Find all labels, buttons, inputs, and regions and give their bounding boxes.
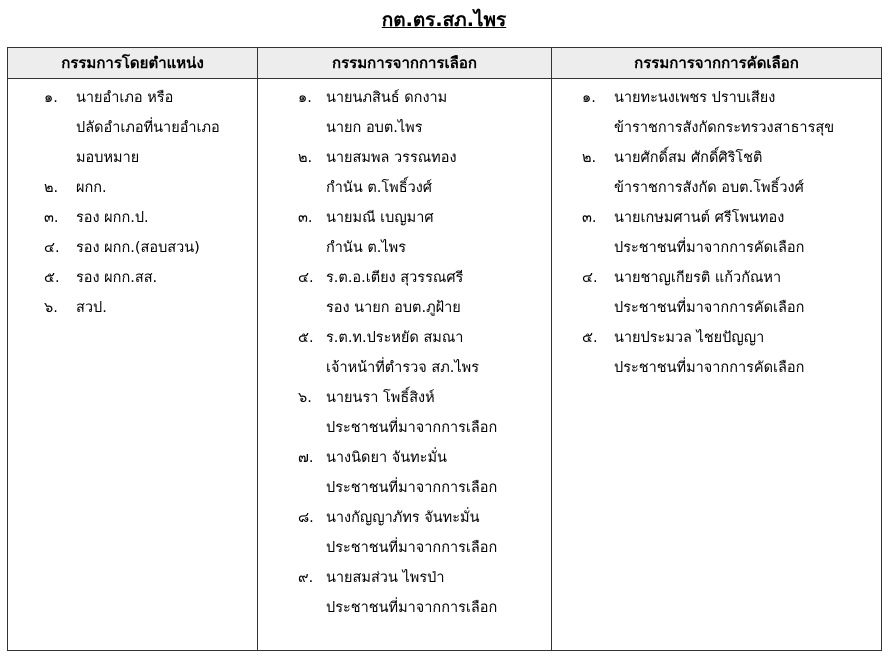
member-item: [582, 143, 881, 203]
member-item: [298, 443, 551, 503]
member-text: [76, 173, 257, 203]
member-number: ๗.: [298, 450, 314, 466]
member-number: ๕.: [44, 270, 60, 286]
member-name: นายอำเภอ หรือ: [76, 90, 174, 106]
member-text: [326, 323, 551, 383]
member-number: ๓.: [44, 210, 59, 226]
member-number: [44, 143, 76, 173]
member-position: ประชาชนที่มาจากการเลือก: [326, 480, 498, 496]
member-text: [326, 443, 551, 503]
member-name: รอง ผกก.สส.: [76, 270, 158, 286]
member-name: ร.ต.ท.ประหยัด สมณา: [326, 330, 464, 346]
member-position: เจ้าหน้าที่ตำรวจ สภ.ไพร: [326, 360, 480, 376]
member-name: นายนภสินธ์ ดกงาม: [326, 90, 448, 106]
member-item: [298, 143, 551, 203]
member-text: [326, 563, 551, 623]
member-item: [582, 83, 881, 143]
member-name: นายประมวล ไชยปัญญา: [614, 330, 765, 346]
member-text: [614, 203, 881, 263]
member-text: [614, 323, 881, 383]
member-text: [614, 143, 881, 203]
member-position: รอง นายก อบต.ภูฝ้าย: [326, 300, 461, 316]
member-position: ประชาชนที่มาจากการคัดเลือก: [614, 240, 805, 256]
member-text: [76, 83, 257, 113]
member-item: [44, 263, 257, 293]
header-selected: กรรมการจากการคัดเลือก: [552, 48, 882, 79]
member-text: [614, 83, 881, 143]
member-text: [76, 143, 257, 173]
member-position: ประชาชนที่มาจากการเลือก: [326, 540, 498, 556]
body-row: [8, 79, 882, 651]
member-number: ๑.: [44, 90, 58, 106]
member-item: [298, 323, 551, 383]
member-name: รอง ผกก.(สอบสวน): [76, 240, 200, 256]
header-row: [8, 48, 882, 79]
member-item: [298, 503, 551, 563]
member-name: นายทะนงเพชร ปราบเสียง: [614, 90, 776, 106]
ex-officio-list: [44, 83, 257, 323]
member-number: ๔.: [44, 240, 60, 256]
committee-table: [7, 47, 882, 651]
member-name: นายเกษมศานต์ ศรีโพนทอง: [614, 210, 785, 226]
member-number: ๓.: [298, 210, 313, 226]
member-number: ๑.: [298, 90, 312, 106]
member-position: นายก อบต.ไพร: [326, 120, 423, 136]
member-number: ๕.: [298, 330, 314, 346]
header-ex-officio: กรรมการโดยตำแหน่ง: [8, 48, 258, 79]
member-position: ประชาชนที่มาจากการคัดเลือก: [614, 360, 805, 376]
member-text: [76, 113, 257, 143]
member-text: [614, 263, 881, 323]
member-text: [326, 83, 551, 143]
member-number: ๖.: [44, 300, 58, 316]
member-name: มอบหมาย: [76, 150, 140, 166]
member-number: ๔.: [298, 270, 314, 286]
member-position: ข้าราชการสังกัดกระทรวงสาธารสุข: [614, 120, 835, 136]
member-item: [44, 233, 257, 263]
member-item: [582, 263, 881, 323]
member-number: ๑.: [582, 90, 596, 106]
member-position: ประชาชนที่มาจากการคัดเลือก: [614, 300, 805, 316]
member-number: ๖.: [298, 390, 312, 406]
member-item: [298, 383, 551, 443]
member-position: ข้าราชการสังกัด อบต.โพธิ์วงศ์: [614, 180, 804, 196]
member-name: นายมณี เบญมาศ: [326, 210, 434, 226]
elected-list: [298, 83, 551, 623]
member-number: ๒.: [582, 150, 597, 166]
page-title: กต.ตร.สภ.ไพร: [381, 9, 507, 31]
member-name: ผกก.: [76, 180, 107, 196]
member-position: กำนัน ต.โพธิ์วงศ์: [326, 180, 433, 196]
member-name: ร.ต.อ.เตียง สุวรรณศรี: [326, 270, 464, 286]
member-item: [44, 203, 257, 233]
selected-cell: [552, 79, 882, 651]
member-text: [76, 233, 257, 263]
header-elected: กรรมการจากการเลือก: [258, 48, 552, 79]
member-name: สวป.: [76, 300, 107, 316]
member-number: [44, 113, 76, 143]
selected-list: [582, 83, 881, 383]
member-name: รอง ผกก.ป.: [76, 210, 149, 226]
member-number: ๙.: [298, 570, 314, 586]
member-position: ประชาชนที่มาจากการเลือก: [326, 420, 498, 436]
member-text: [326, 143, 551, 203]
member-name: นายสมส่วน ไพรป่า: [326, 570, 445, 586]
member-text: [326, 263, 551, 323]
member-name: นายสมพล วรรณทอง: [326, 150, 457, 166]
member-number: ๔.: [582, 270, 598, 286]
member-text: [326, 383, 551, 443]
member-number: ๕.: [582, 330, 598, 346]
member-item: [44, 143, 257, 173]
member-item: [582, 323, 881, 383]
member-text: [326, 503, 551, 563]
member-text: [76, 263, 257, 293]
member-item: [582, 203, 881, 263]
member-name: นางกัญญาภัทร จันทะมั่น: [326, 510, 480, 526]
member-position: กำนัน ต.ไพร: [326, 240, 407, 256]
member-text: [76, 203, 257, 233]
member-item: [44, 293, 257, 323]
member-name: นายชาญเกียรติ แก้วกัณหา: [614, 270, 782, 286]
member-item: [44, 83, 257, 113]
member-number: ๒.: [44, 180, 59, 196]
member-position: ประชาชนที่มาจากการเลือก: [326, 600, 498, 616]
member-item: [44, 173, 257, 203]
member-text: [326, 203, 551, 263]
member-name: ปลัดอำเภอที่นายอำเภอ: [76, 120, 220, 136]
ex-officio-cell: [8, 79, 258, 651]
member-item: [298, 203, 551, 263]
member-item: [298, 563, 551, 623]
member-name: นายศักดิ์สม ศักดิ์ศิริโชติ: [614, 150, 763, 166]
member-name: นางนิดยา จันทะมั่น: [326, 450, 447, 466]
member-item: [298, 263, 551, 323]
member-text: [76, 293, 257, 323]
member-number: ๒.: [298, 150, 313, 166]
member-name: นายนรา โพธิ์สิงห์: [326, 390, 435, 406]
member-number: ๓.: [582, 210, 597, 226]
member-number: ๘.: [298, 510, 314, 526]
elected-cell: [258, 79, 552, 651]
member-item: [44, 113, 257, 143]
member-item: [298, 83, 551, 143]
